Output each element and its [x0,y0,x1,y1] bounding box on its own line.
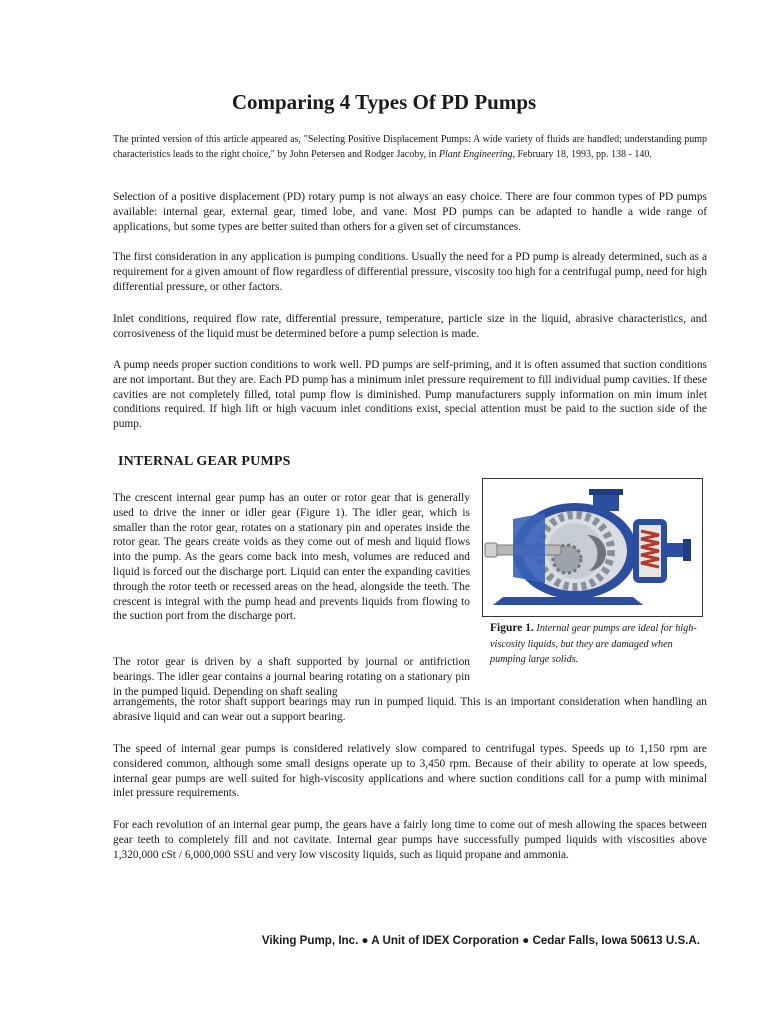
paragraph-selection: Selection of a positive displacement (PD) rotary pump is not always an easy choice. There are four common types of PD pumps available: internal gear, external gear, timed lobe, and vane. Most PD pumps can be adapted to handle a wide range of applications, but some types are better suited than others for a given set of circumstances. [113,191,707,233]
paragraph-crescent-pump: The crescent internal gear pump has an outer or rotor gear that is generally used to drive the inner or idler gear (Figure 1). The idler gear, which is smaller than the rotor gear, rotates on a stationary pin and operates inside the rotor gear. The gears create voids as they come out of mesh and liquid flows into the pump. As the gears come back into mesh, volumes are reduced and liquid is forced out the discharge port. Liquid can enter the expanding cavities through the rotor teeth or recessed areas on the head, alongside the teeth. The crescent is integral with the pump head and prevents liquids from flowing to the suction port from the discharge port. [113,492,470,623]
intro-citation: , February 18, 1993, pp. 138 - 140. [512,149,652,160]
page-footer: Viking Pump, Inc. ● A Unit of IDEX Corporation ● Cedar Falls, Iowa 50613 U.S.A. [261,934,700,947]
pump-cutaway-image [483,479,702,616]
intro-text: The printed version of this article appeared as, "Selecting Positive Displacement Pumps: A wide variety of fluids are handled; understanding pump characteristics leads to the right choice," by John Petersen and Rodger Jacoby, in [113,134,707,160]
paragraph-inlet-conditions: Inlet conditions, required flow rate, differential pressure, temperature, particle size in the liquid, abrasive characteristics, and corrosiveness of the liquid must be determined before a pump selection is made. [113,313,707,340]
paragraph-revolution: For each revolution of an internal gear pump, the gears have a fairly long time to come out of mesh allowing the spaces between gear teeth to completely fill and not cavitate. Internal gear pumps have successfully pumped liquids with viscosities above 1,320,000 cSt / 6,000,000 SSU and very low viscosity liquids, such as liquid propane and ammonia. [113,819,707,861]
figure-caption [490,621,705,668]
page-title: Comparing 4 Types Of PD Pumps [231,90,537,114]
figure-pump-illustration [482,478,703,617]
paragraph-rotor-gear-continued: arrangements, the rotor shaft support bearings may run in pumped liquid. This is an important consideration when handling an abrasive liquid and can wear out a support bearing. [113,696,707,723]
figure-caption-text: Internal gear pumps are ideal for high-viscosity liquids, but they are damaged when pumping large solids. [490,623,697,665]
intro-note [113,132,707,162]
paragraph-pumping-conditions: The first consideration in any application is pumping conditions. Usually the need for a PD pump is already determined, such as a requirement for a given amount of flow regardless of differential pressure, viscosity too high for a centrifugal pump, need for high differential pressure, or other factors. [113,251,707,293]
paragraph-pump-speed: The speed of internal gear pumps is considered relatively slow compared to centrifugal types. Speeds up to 1,150 rpm are considered common, although some small designs operate up to 3,450 rpm. Because of their ability to operate at low speeds, internal gear pumps are well suited for high-viscosity applications and where suction conditions call for a pump with minimal inlet pressure requirements. [113,743,707,800]
section-heading: INTERNAL GEAR PUMPS [118,454,291,469]
journal-name: Plant Engineering [438,149,513,160]
paragraph-suction-conditions: A pump needs proper suction conditions to work well. PD pumps are self-priming, and it is often assumed that suction conditions are not important. But they are. Each PD pump has a minimum inlet pressure requirement to fill individual pump cavities. If these cavities are not completely filled, total pump flow is diminished. Pump manufacturers supply information on min imum inlet conditions required. If high lift or high vacuum inlet conditions exist, special attention must be paid to the suction side of the pump. [113,359,707,431]
paragraph-rotor-gear: The rotor gear is driven by a shaft supported by journal or antifriction bearings. The idler gear contains a journal bearing rotating on a stationary pin in the pumped liquid. Depending on shaft sealing [113,656,470,698]
figure-label: Figure 1. [490,622,534,634]
